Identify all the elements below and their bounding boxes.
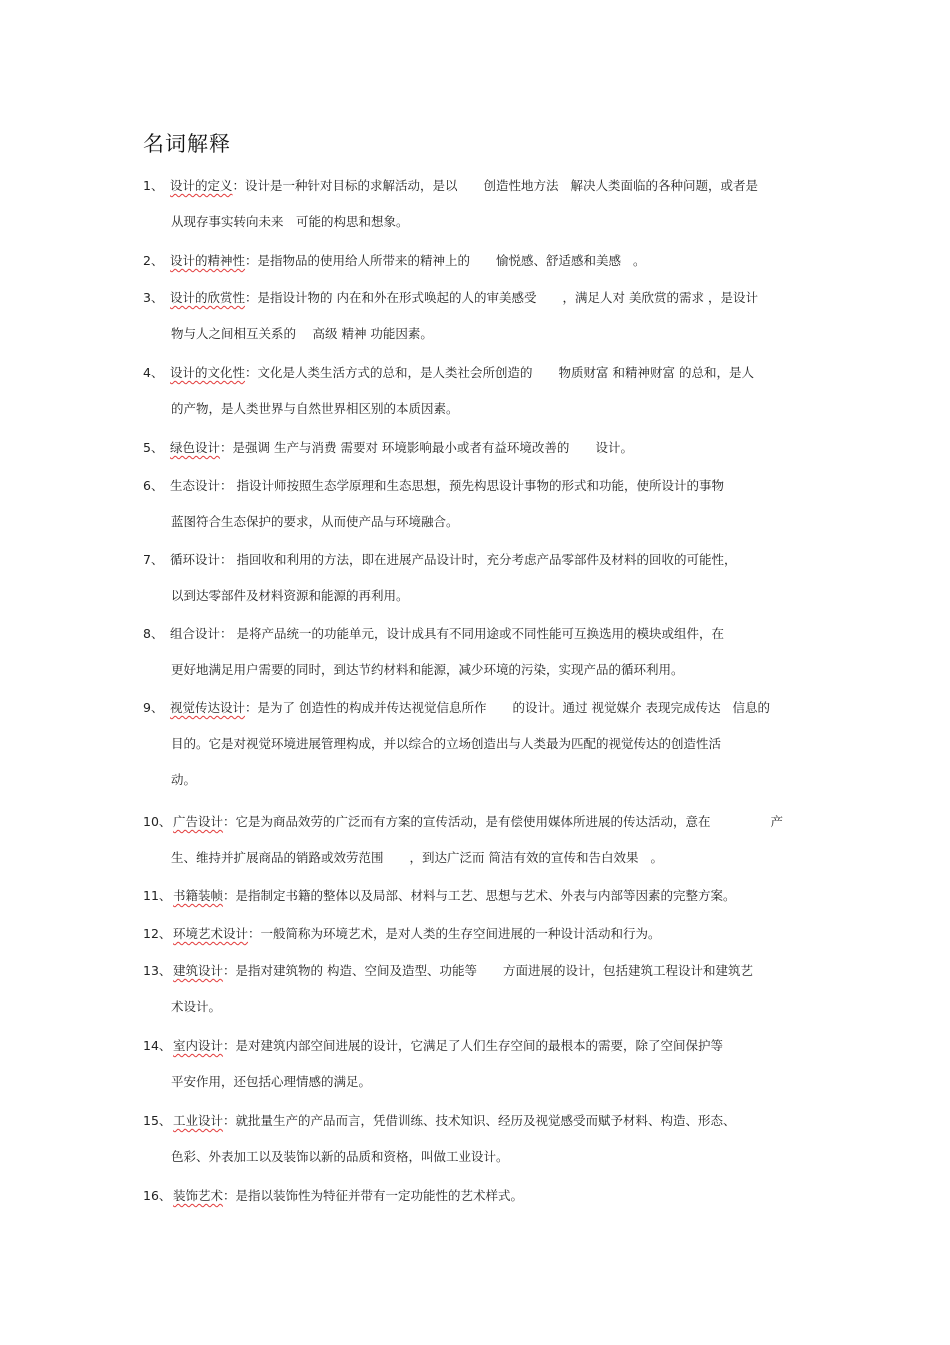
entry-term: 书籍装帧 (173, 888, 224, 903)
entry-number: 13、 (143, 963, 172, 978)
entry-number: 1、 (143, 178, 164, 193)
entry-text: 生、维持并扩展商品的销路或效劳范围 (171, 850, 384, 865)
entry-text: 。 (650, 850, 664, 865)
entry-7 (143, 550, 737, 603)
entry-number: 5、 (143, 440, 164, 455)
entry-text: 信息的 (732, 700, 770, 715)
entry-13 (143, 961, 754, 1014)
entry-text-line3: 动。 (171, 772, 197, 787)
entry-text: ：文化是人类生活方式的总和，是人类社会所创造的 (245, 365, 533, 380)
entry-term: 设计的定义 (170, 178, 233, 193)
entry-text: ：是指对建筑物的 构造、空间及造型、功能等 (223, 963, 477, 978)
entry-text-line2: 以到达零部件及材料资源和能源的再利用。 (171, 588, 409, 603)
entry-15 (143, 1111, 736, 1164)
entry-term: 生态设计 (170, 478, 221, 493)
entry-text-line2: 的产物，是人类世界与自然世界相区别的本质因素。 (171, 401, 459, 416)
entry-text: ： 指设计师按照生态学原理和生态思想，预先构思设计事物的形式和功能，使所设计的事物 (220, 478, 724, 493)
entry-term: 装饰艺术 (173, 1188, 224, 1203)
entry-text: 。 (633, 253, 646, 268)
entry-term: 广告设计 (173, 814, 224, 829)
entry-text: ：是强调 生产与消费 需要对 环境影响最小或者有益环境改善的 (220, 440, 570, 455)
entry-number: 8、 (143, 626, 164, 641)
entry-5 (143, 438, 633, 458)
entry-text: ：一般简称为环境艺术，是对人类的生存空间进展的一种设计活动和行为。 (248, 926, 661, 941)
entry-text: 的设计。通过 视觉媒介 表现完成传达 (512, 700, 721, 715)
entry-text: ：是指设计物的 内在和外在形式唤起的人的审美感受 (245, 290, 537, 305)
entry-text: ：就批量生产的产品而言，凭借训练、技术知识、经历及视觉感受而赋予材料、构造、形态、 (223, 1113, 736, 1128)
entry-2 (143, 251, 646, 271)
entry-8 (143, 624, 724, 677)
entry-number: 10、 (143, 814, 172, 829)
entry-term: 设计的文化性 (170, 365, 246, 380)
entry-number: 4、 (143, 365, 164, 380)
entry-text: ：是为了 创造性的构成并传达视觉信息所作 (245, 700, 487, 715)
entry-14 (143, 1036, 724, 1089)
entry-text: ，满足人对 美欣赏的需求 ，是设计 (562, 290, 758, 305)
entry-text-line2: 从现存事实转向未来 可能的构思和想象。 (171, 214, 409, 229)
entry-text: 设计。 (595, 440, 633, 455)
entry-term: 环境艺术设计 (173, 926, 249, 941)
entry-term: 设计的欣赏性 (170, 290, 246, 305)
entry-term: 室内设计 (173, 1038, 224, 1053)
entry-4 (143, 363, 754, 416)
entry-text: 创造性地方法 (483, 178, 559, 193)
entry-text: 物质财富 和精神财富 的总和，是人 (558, 365, 754, 380)
entry-text: 愉悦感、舒适感和美感 (496, 253, 622, 268)
entry-text-line2: 术设计。 (171, 999, 222, 1014)
entry-number: 14、 (143, 1038, 172, 1053)
entry-text-line2: 目的。它是对视觉环境进展管理构成，并以综合的立场创造出与人类最为匹配的视觉传达的创造性活 (171, 736, 722, 751)
entry-1 (143, 176, 759, 229)
entry-term: 视觉传达设计 (170, 700, 246, 715)
entry-text: ：是指以装饰性为特征并带有一定功能性的艺术样式。 (223, 1188, 524, 1203)
entry-term: 绿色设计 (170, 440, 221, 455)
entry-3 (143, 288, 758, 341)
entry-number: 3、 (143, 290, 164, 305)
entry-number: 12、 (143, 926, 172, 941)
entry-text-line2: 更好地满足用户需要的同时，到达节约材料和能源，减少环境的污染，实现产品的循环利用。 (171, 662, 684, 677)
entry-number: 15、 (143, 1113, 172, 1128)
entry-text: ： 是将产品统一的功能单元，设计成具有不同用途或不同性能可互换选用的模块或组件，在 (220, 626, 724, 641)
entry-term: 工业设计 (173, 1113, 224, 1128)
entry-text: ，到达广泛而 简洁有效的宣传和告白效果 (409, 850, 639, 865)
entry-text-line2 (171, 848, 663, 868)
entry-text: ： 指回收和利用的方法，即在进展产品设计时，充分考虑产品零部件及材料的回收的可能性， (220, 552, 737, 567)
page-title: 名词解释 (143, 132, 231, 156)
entry-16 (143, 1186, 523, 1206)
entry-number: 16、 (143, 1188, 172, 1203)
entry-term: 建筑设计 (173, 963, 224, 978)
entry-12 (143, 924, 661, 944)
entry-text: ：是对建筑内部空间进展的设计，它满足了人们生存空间的最根本的需要，除了空间保护等 (223, 1038, 724, 1053)
entry-10 (143, 812, 784, 865)
entry-term: 循环设计 (170, 552, 221, 567)
entry-text-line2: 物与人之间相互关系的 高级 精神 功能因素。 (171, 326, 433, 341)
entry-term: 设计的精神性 (170, 253, 246, 268)
entry-text: 解决人类面临的各种问题，或者是 (570, 178, 759, 193)
entry-text: ：设计是一种针对目标的求解活动，是以 (232, 178, 458, 193)
entry-number: 7、 (143, 552, 164, 567)
entry-text-line2: 平安作用，还包括心理情感的满足。 (171, 1074, 372, 1089)
entry-9 (143, 698, 770, 787)
entry-text-line2: 蓝图符合生态保护的要求，从而使产品与环境融合。 (171, 514, 459, 529)
entry-11 (143, 886, 736, 906)
entry-number: 2、 (143, 253, 164, 268)
entry-text: ：它是为商品效劳的广泛而有方案的宣传活动，是有偿使用媒体所进展的传达活动，意在 (223, 814, 711, 829)
entry-text: 产 (770, 814, 784, 829)
entry-text: ：是指制定书籍的整体以及局部、材料与工艺、思想与艺术、外表与内部等因素的完整方案。 (223, 888, 736, 903)
entry-number: 6、 (143, 478, 164, 493)
entry-number: 9、 (143, 700, 164, 715)
entry-term: 组合设计 (170, 626, 221, 641)
entry-6 (143, 476, 724, 529)
entry-text: 方面进展的设计，包括建筑工程设计和建筑艺 (503, 963, 754, 978)
entry-text: ：是指物品的使用给人所带来的精神上的 (245, 253, 471, 268)
entry-number: 11、 (143, 888, 172, 903)
entry-text-line2: 色彩、外表加工以及装饰以新的品质和资格，叫做工业设计。 (171, 1149, 509, 1164)
